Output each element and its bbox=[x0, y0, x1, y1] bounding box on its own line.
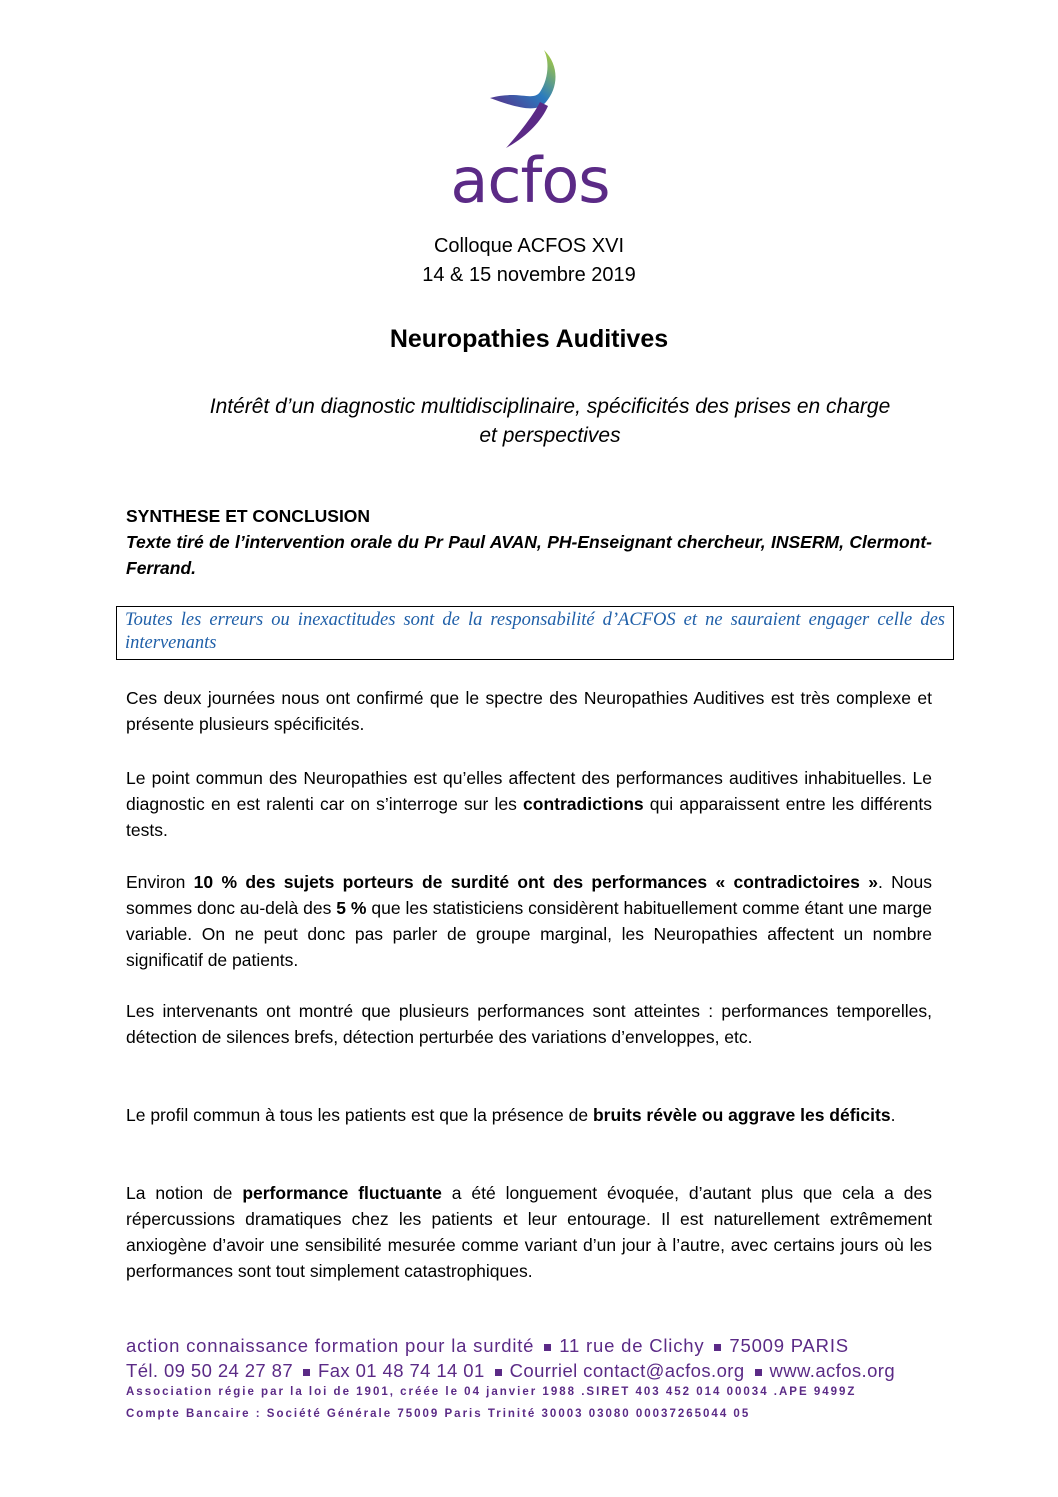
text-span: Le profil commun à tous les patients est que la présence de bbox=[126, 1105, 593, 1125]
footer-line-1 bbox=[126, 1335, 946, 1357]
event-info bbox=[0, 232, 1058, 290]
bullet-icon bbox=[544, 1344, 551, 1351]
bold-span: 10 % des sujets porteurs de surdité ont des performances « contradictoires » bbox=[193, 872, 878, 892]
text-span: Le point commun des Neuropathies est qu’elles affectent des performances auditives inhabituelles. Le diagnostic en est ralenti car on s’interroge sur les bbox=[126, 768, 932, 814]
footer-phone: Tél. 09 50 24 27 87 bbox=[126, 1360, 294, 1381]
bullet-icon bbox=[755, 1369, 762, 1376]
text-span: a été longuement évoquée, d’autant plus que cela a des répercussions dramatiques chez les patients et leur entourage. Il est naturellement extrêmement anxiogène d’avoir une sensibilité mesurée comme variant d’un jour à l’autre, avec certains jours où les performances sont tout simplement catastrophiques. bbox=[126, 1183, 932, 1281]
footer-line-4: Compte Bancaire : Société Générale 75009 Paris Trinité 30003 03080 00037265044 05 bbox=[126, 1408, 751, 1420]
text-span: qui apparaissent entre les différents tests. bbox=[126, 794, 932, 840]
section-heading: SYNTHESE ET CONCLUSION bbox=[126, 506, 371, 526]
footer-line-2 bbox=[126, 1360, 946, 1382]
paragraph-3 bbox=[126, 869, 932, 973]
paragraph-5 bbox=[126, 1102, 932, 1128]
footer-line-3: Association régie par la loi de 1901, créée le 04 janvier 1988 .SIRET 403 452 014 00034 .APE 9499Z bbox=[126, 1386, 857, 1398]
text-span: que les statisticiens considèrent habituellement comme étant une marge variable. On ne peut donc pas parler de groupe marginal, les Neuropathies affectent un nombre significatif de patients. bbox=[126, 898, 933, 970]
event-name: Colloque ACFOS XVI bbox=[433, 235, 625, 257]
logo-wordmark: acfos bbox=[450, 144, 610, 217]
footer-street: 11 rue de Clichy bbox=[559, 1335, 705, 1356]
subtitle-line-1: Intérêt d’un diagnostic multidisciplinaire, spécificités des prises en charge bbox=[209, 395, 891, 418]
section-source: Texte tiré de l’intervention orale du Pr Paul AVAN, PH-Enseignant chercheur, INSERM, Clermont-Ferrand. bbox=[126, 532, 932, 578]
text-span: . Nous sommes donc au-delà des bbox=[126, 872, 933, 918]
bold-span: bruits révèle ou aggrave les déficits bbox=[592, 1105, 891, 1125]
document-title: Neuropathies Auditives bbox=[389, 325, 669, 353]
subtitle-line-2: et perspectives bbox=[479, 424, 621, 447]
paragraph-1: Ces deux journées nous ont confirmé que le spectre des Neuropathies Auditives est très complexe et présente plusieurs spécificités. bbox=[126, 688, 932, 734]
section-header bbox=[126, 503, 932, 581]
bold-span: contradictions bbox=[523, 794, 644, 814]
paragraph-2 bbox=[126, 765, 932, 843]
footer-fax: Fax 01 48 74 14 01 bbox=[318, 1360, 485, 1381]
footer-city: 75009 PARIS bbox=[729, 1335, 849, 1356]
acfos-logo bbox=[430, 50, 630, 217]
paragraph-4: Les intervenants ont montré que plusieurs performances sont atteintes : performances temporelles, détection de silences brefs, détection perturbée des variations d’enveloppes, etc. bbox=[126, 1001, 932, 1047]
footer-org-name: action connaissance formation pour la surdité bbox=[126, 1335, 535, 1356]
text-span: La notion de bbox=[126, 1183, 243, 1203]
disclaimer-box: Toutes les erreurs ou inexactitudes sont de la responsabilité d’ACFOS et ne sauraient engager celle des intervenants bbox=[116, 606, 954, 660]
footer-email[interactable]: Courriel contact@acfos.org bbox=[509, 1360, 745, 1381]
text-span: . bbox=[890, 1105, 896, 1125]
footer-website[interactable]: www.acfos.org bbox=[769, 1360, 896, 1381]
event-dates: 14 & 15 novembre 2019 bbox=[422, 264, 636, 286]
bullet-icon bbox=[303, 1369, 310, 1376]
text-span: Environ bbox=[126, 872, 194, 892]
paragraph-6 bbox=[126, 1180, 932, 1284]
bullet-icon bbox=[714, 1344, 721, 1351]
bullet-icon bbox=[495, 1369, 502, 1376]
bold-span: performance fluctuante bbox=[242, 1183, 442, 1203]
document-subtitle bbox=[120, 392, 980, 450]
bold-span: 5 % bbox=[336, 898, 367, 918]
